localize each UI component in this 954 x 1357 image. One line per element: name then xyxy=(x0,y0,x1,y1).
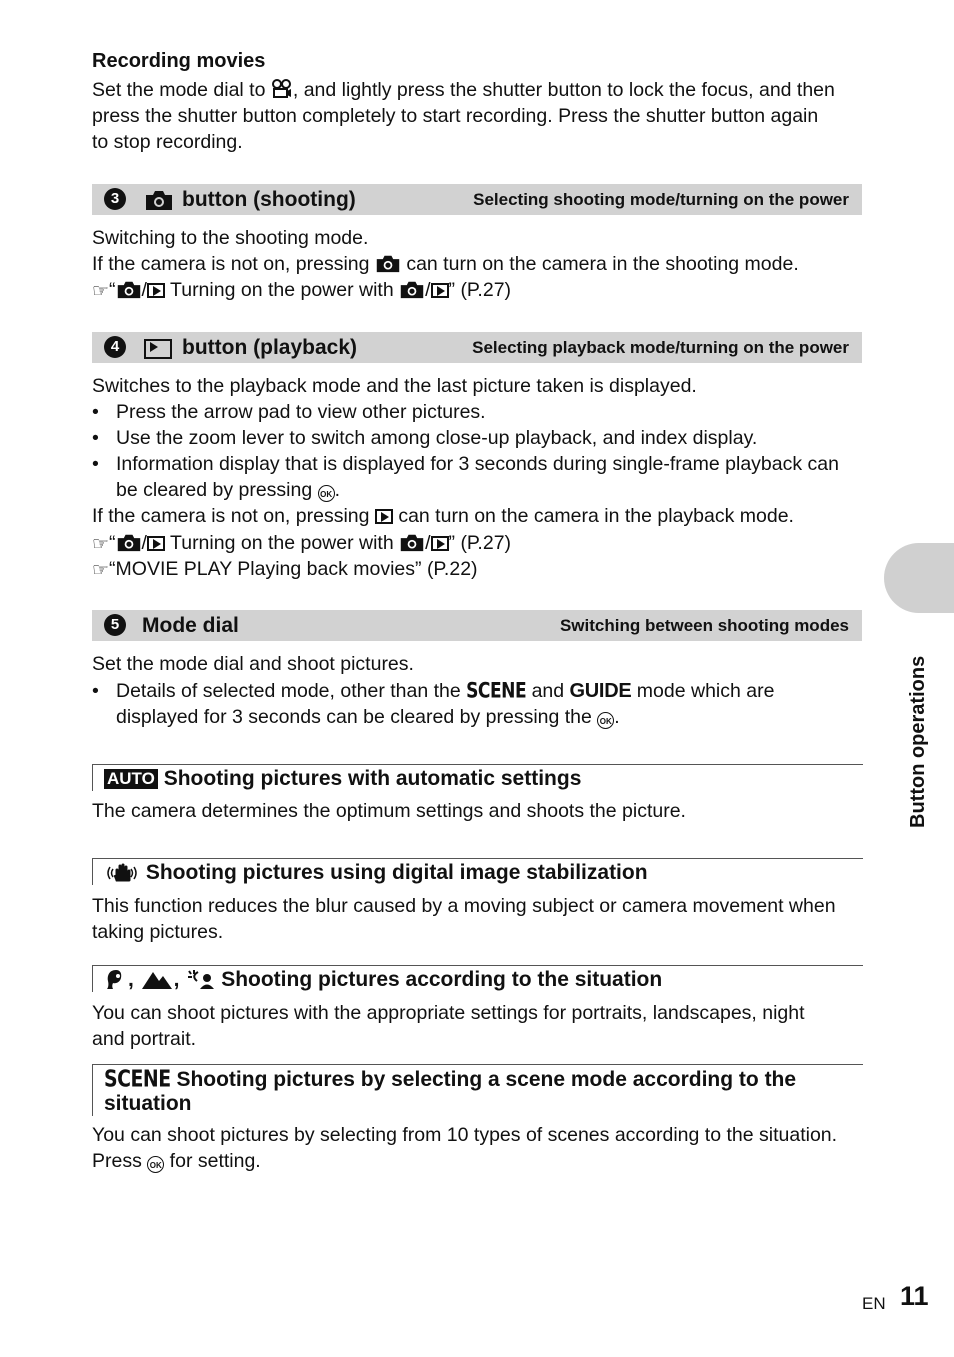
playback-icon xyxy=(431,536,449,551)
landscape-icon xyxy=(140,968,174,990)
playback-bullet-1: Press the arrow pad to view other pictures. xyxy=(116,401,486,423)
playback-reference-2: ☞“MOVIE PLAY Playing back movies” (P.22) xyxy=(92,556,862,584)
situation-section-title: Shooting pictures according to the situation xyxy=(221,968,663,991)
playback-icon xyxy=(144,339,172,359)
night-portrait-icon xyxy=(185,968,215,990)
shooting-reference: ☞“ / Turning on the power with / ” (P.27) xyxy=(92,277,862,305)
mode-dial-header xyxy=(92,610,862,641)
mode-dial-bullet-1: Details of selected mode, other than the SCENE and GUIDE mode which are xyxy=(116,678,862,704)
playback-text-2: If the camera is not on, pressing can turn on the camera in the playback mode. xyxy=(92,505,794,527)
playback-bullet-2: Use the zoom lever to switch among close-up playback, and index display. xyxy=(116,427,758,449)
auto-mode-icon: AUTO xyxy=(104,769,158,789)
chapter-sidebar-label: Button operations xyxy=(907,655,929,828)
dis-text-1: This function reduces the blur caused by a moving subject or camera movement when xyxy=(92,895,836,917)
mode-dial-bullet-1-cont: displayed for 3 seconds can be cleared by pressing the OK . xyxy=(116,706,620,728)
language-label: EN xyxy=(862,1294,886,1313)
situation-text-2: and portrait. xyxy=(92,1028,197,1050)
scene-section-heading xyxy=(92,1064,863,1116)
playback-button-header xyxy=(92,332,862,363)
scene-mode-label: SCENE xyxy=(466,678,527,704)
camera-icon xyxy=(399,533,425,552)
playback-icon xyxy=(147,283,165,298)
auto-section-heading xyxy=(92,764,863,791)
camera-icon xyxy=(116,280,142,299)
playback-icon xyxy=(375,509,393,524)
bullet-dot: • xyxy=(92,680,99,702)
bullet-dot: • xyxy=(92,427,99,449)
digital-stabilization-icon xyxy=(104,861,140,883)
playback-text-1: Switches to the playback mode and the last picture taken is displayed. xyxy=(92,375,697,397)
situation-section-heading: , , Shooting pictures according to the situation xyxy=(92,965,863,992)
recording-text-1: Set the mode dial to , and lightly press the shutter button to lock the focus, and then xyxy=(92,79,835,101)
mode-dial-subtitle: Switching between shooting modes xyxy=(559,616,849,635)
portrait-icon xyxy=(104,968,128,990)
movie-icon xyxy=(271,78,293,100)
reference-hand-icon: ☞ xyxy=(92,281,110,302)
playback-reference-1: ☞“ / Turning on the power with / ” (P.27) xyxy=(92,530,862,558)
reference-hand-icon: ☞ xyxy=(92,560,110,581)
scene-text-2: Press OK for setting. xyxy=(92,1150,261,1172)
dis-section-heading xyxy=(92,858,863,885)
page-number: 11 xyxy=(900,1281,929,1311)
playback-button-title: button (playback) xyxy=(182,336,358,359)
mode-dial-title: Mode dial xyxy=(142,614,239,637)
recording-text-3: to stop recording. xyxy=(92,131,243,153)
bullet-dot: • xyxy=(92,453,99,475)
playback-bullet-3-cont: be cleared by pressing OK . xyxy=(116,479,341,501)
shooting-text-1: Switching to the shooting mode. xyxy=(92,227,369,249)
camera-icon xyxy=(375,254,401,273)
scene-section-title-cont: situation xyxy=(104,1092,192,1115)
playback-icon xyxy=(147,536,165,551)
camera-icon xyxy=(116,533,142,552)
number-5-badge: 5 xyxy=(104,614,126,636)
shooting-button-header xyxy=(92,184,862,215)
playback-icon xyxy=(431,283,449,298)
recording-heading: Recording movies xyxy=(92,50,266,72)
scene-mode-icon: SCENE xyxy=(104,1065,171,1093)
dis-text-2: taking pictures. xyxy=(92,921,224,943)
scene-text-1: You can shoot pictures by selecting from 10 types of scenes according to the situation. xyxy=(92,1124,838,1146)
ok-button-icon: OK xyxy=(318,485,335,502)
shooting-button-title: button (shooting) xyxy=(182,188,356,211)
number-4-badge: 4 xyxy=(104,336,126,358)
playback-button-subtitle: Selecting playback mode/turning on the power xyxy=(472,338,849,357)
playback-bullet-3: Information display that is displayed for 3 seconds during single-frame playback can xyxy=(116,453,839,475)
ok-button-icon: OK xyxy=(147,1156,164,1173)
scene-section-title: Shooting pictures by selecting a scene mode according to the xyxy=(170,1068,797,1091)
auto-section-title: Shooting pictures with automatic settings xyxy=(163,767,582,790)
situation-text-1: You can shoot pictures with the appropriate settings for portraits, landscapes, night xyxy=(92,1002,805,1024)
camera-icon xyxy=(144,189,174,211)
shooting-button-subtitle: Selecting shooting mode/turning on the power xyxy=(473,190,849,209)
dis-section-title: Shooting pictures using digital image stabilization xyxy=(145,861,648,884)
recording-text-2: press the shutter button completely to start recording. Press the shutter button again xyxy=(92,105,819,127)
shooting-text-2: If the camera is not on, pressing can turn on the camera in the shooting mode. xyxy=(92,253,799,275)
reference-hand-icon: ☞ xyxy=(92,534,110,555)
mode-dial-text-1: Set the mode dial and shoot pictures. xyxy=(92,653,414,675)
camera-icon xyxy=(399,280,425,299)
bullet-dot: • xyxy=(92,401,99,423)
guide-mode-label: GUIDE xyxy=(569,680,632,702)
auto-text: The camera determines the optimum settings and shoots the picture. xyxy=(92,800,686,822)
ok-button-icon: OK xyxy=(597,712,614,729)
number-3-badge: 3 xyxy=(104,188,126,210)
chapter-tab xyxy=(884,543,954,613)
